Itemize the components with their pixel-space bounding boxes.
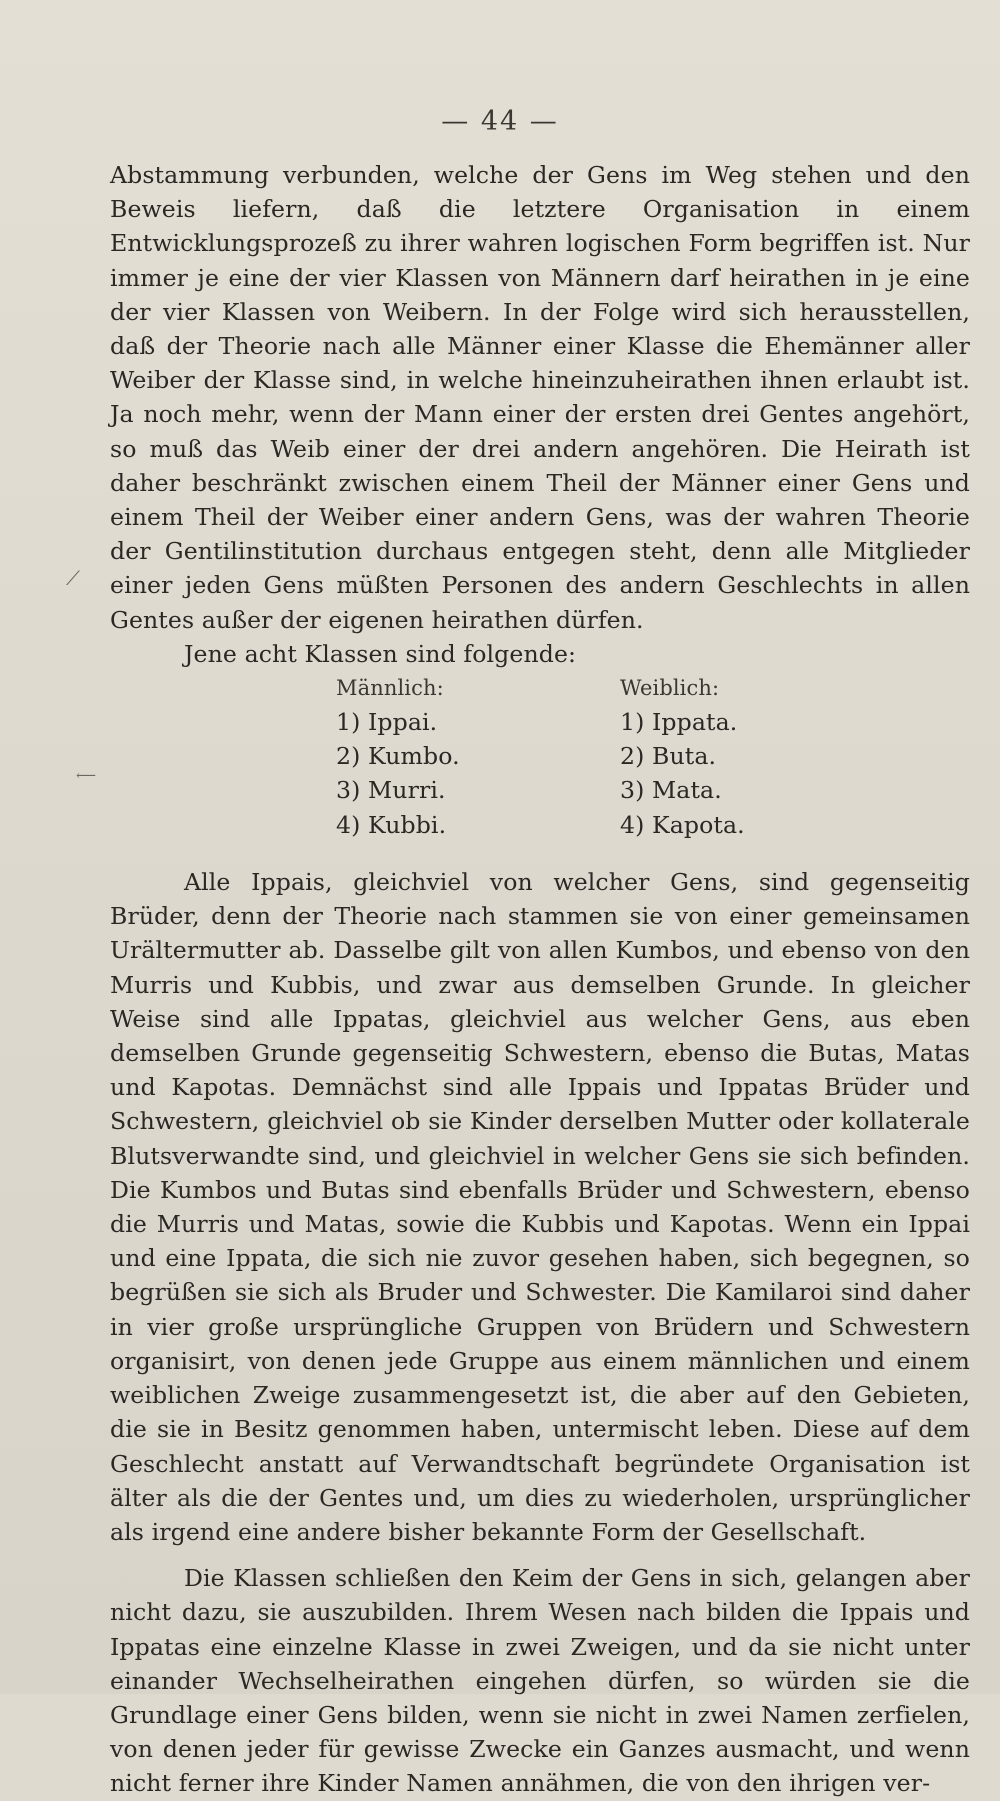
female-classes-column <box>620 673 820 842</box>
paragraph: Abstammung verbunden, welche der Gens im Weg stehen und den Beweis liefern, daß die letztere Organisation in einem Entwicklungsprozeß zu ihrer wahren logischen Form begriffen ist. Nur immer je eine der vier Klassen von Männern darf heirathen in je eine der vier Klassen von Weibern. In der Folge wird sich herausstellen, daß der Theorie nach alle Männer einer Klasse die Ehemänner aller Weiber der Klasse sind, in welche hineinzuheirathen ihnen erlaubt ist. Ja noch mehr, wenn der Mann einer der ersten drei Gentes angehört, so muß das Weib einer der drei andern angehören. Die Heirath ist daher beschränkt zwischen einem Theil der Männer einer Gens und einem Theil der Weiber einer andern Gens, was der wahren Theorie der Gentilinstitution durchaus entgegen steht, denn alle Mitglieder einer jeden Gens müßten Personen des andern Geschlechts in allen Gentes außer der eigenen heirathen dürfen. <box>110 161 970 634</box>
margin-pencil-mark: ⟋ <box>66 566 80 590</box>
class-entry: 1) Ippata. <box>620 708 738 737</box>
paragraph: Alle Ippais, gleichviel von welcher Gens, sind gegenseitig Brüder, denn der Theorie nach stammen sie von einer gemeinsamen Urältermutter ab. Dasselbe gilt von allen Kumbos, und ebenso von den Murris und Kubbis, und zwar aus demselben Grunde. In gleicher Weise sind alle Ippatas, gleichviel aus welcher Gens, aus eben demselben Grunde gegenseitig Schwestern, ebenso die Butas, Matas und Kapotas. Demnächst sind alle Ippais und Ippatas Brüder und Schwestern, gleichviel ob sie Kinder derselben Mutter oder kollaterale Blutsverwandte sind, und gleichviel in welcher Gens sie sich befinden. Die Kumbos und Butas sind ebenfalls Brüder und Schwestern, ebenso die Murris und Matas, sowie die Kubbis und Kapotas. Wenn ein Ippai und eine Ippata, die sich nie zuvor gesehen haben, sich begegnen, so begrüßen sie sich als Bruder und Schwester. Die Kamilaroi sind daher in vier große ursprüngliche Gruppen von Brüdern und Schwestern organisirt, von denen jede Gruppe aus einem männlichen und einem weiblichen Zweige zusammengesetzt ist, die aber auf den Gebieten, die sie in Besitz genommen haben, untermischt leben. Diese auf dem Geschlecht anstatt auf Verwandtschaft begründete Organisation ist älter als die der Gentes und, um dies zu wiederholen, ursprünglicher als irgend eine andere bisher bekannte Form der Gesellschaft. <box>110 868 970 1546</box>
male-classes-column <box>336 673 536 842</box>
female-heading: Weiblich: <box>620 676 720 701</box>
page-number: — 44 — <box>441 106 559 137</box>
page-body <box>110 158 970 1801</box>
margin-pencil-mark: ⟵ <box>76 768 97 784</box>
class-entry: 4) Kapota. <box>620 810 745 839</box>
classes-table <box>110 673 970 861</box>
class-entry: 3) Murri. <box>336 776 446 805</box>
class-entry: 3) Mata. <box>620 776 722 805</box>
class-entry: 2) Buta. <box>620 742 717 771</box>
male-heading: Männlich: <box>336 676 444 701</box>
class-entry: 1) Ippai. <box>336 708 438 737</box>
class-entry: 4) Kubbi. <box>336 810 447 839</box>
classes-intro: Jene acht Klassen sind folgende: <box>184 639 577 668</box>
paragraph: Die Klassen schließen den Keim der Gens in sich, gelangen aber nicht dazu, sie auszubilden. Ihrem Wesen nach bilden die Ippais und Ippatas eine einzelne Klasse in zwei Zweigen, und da sie nicht unter einander Wechselheirathen eingehen dürfen, so würden sie die Grundlage einer Gens bilden, wenn sie nicht in zwei Namen zerfielen, von denen jeder für gewisse Zwecke ein Ganzes ausmacht, und wenn nicht ferner ihre Kinder Namen annähmen, die von den ihrigen ver- <box>110 1564 970 1798</box>
class-entry: 2) Kumbo. <box>336 742 460 771</box>
